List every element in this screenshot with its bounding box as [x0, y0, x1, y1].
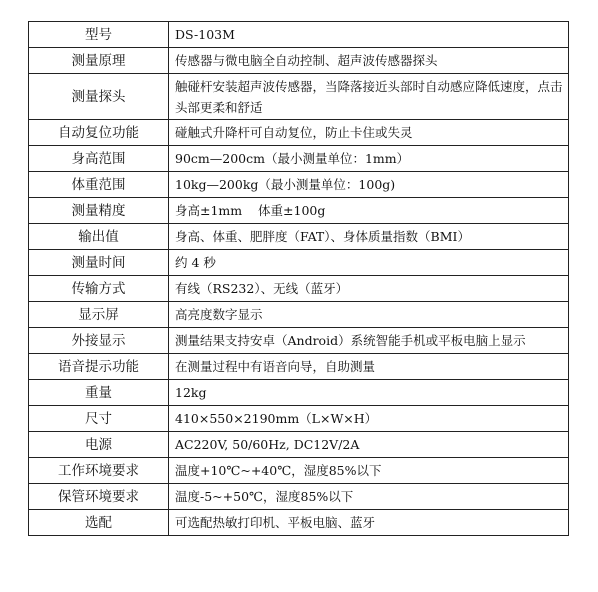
value-measurement-principle: 传感器与微电脑全自动控制、超声波传感器探头: [169, 48, 569, 74]
spec-table: [28, 21, 569, 536]
label-measurement-time: 测量时间: [29, 250, 169, 276]
row-voice-prompt: [29, 354, 569, 380]
row-power: [29, 432, 569, 458]
value-transmission: 有线（RS232）、无线（蓝牙）: [169, 276, 569, 302]
row-accuracy: [29, 198, 569, 224]
label-output-values: 输出值: [29, 224, 169, 250]
value-measurement-probe: 触碰杆安装超声波传感器，当降落接近头部时自动感应降低速度，点击头部更柔和舒适: [169, 74, 569, 120]
value-storage-environment: 温度-5~+50℃，湿度85%以下: [169, 484, 569, 510]
value-weight: 12kg: [169, 380, 569, 406]
value-power: AC220V, 50/60Hz, DC12V/2A: [169, 432, 569, 458]
row-measurement-time: [29, 250, 569, 276]
row-model: [29, 22, 569, 48]
label-auto-reset: 自动复位功能: [29, 120, 169, 146]
value-accuracy: 身高±1mm 体重±100g: [169, 198, 569, 224]
label-external-display: 外接显示: [29, 328, 169, 354]
value-output-values: 身高、体重、肥胖度（FAT）、身体质量指数（BMI）: [169, 224, 569, 250]
value-operating-environment: 温度+10℃~+40℃，湿度85%以下: [169, 458, 569, 484]
row-weight-range: [29, 172, 569, 198]
label-dimensions: 尺寸: [29, 406, 169, 432]
label-options: 选配: [29, 510, 169, 536]
label-measurement-principle: 测量原理: [29, 48, 169, 74]
row-transmission: [29, 276, 569, 302]
row-weight: [29, 380, 569, 406]
row-height-range: [29, 146, 569, 172]
label-operating-environment: 工作环境要求: [29, 458, 169, 484]
label-height-range: 身高范围: [29, 146, 169, 172]
row-measurement-principle: [29, 48, 569, 74]
row-dimensions: [29, 406, 569, 432]
value-weight-range: 10kg—200kg（最小测量单位：100g): [169, 172, 569, 198]
value-measurement-time: 约 4 秒: [169, 250, 569, 276]
label-power: 电源: [29, 432, 169, 458]
row-options: [29, 510, 569, 536]
row-external-display: [29, 328, 569, 354]
label-accuracy: 测量精度: [29, 198, 169, 224]
value-dimensions: 410×550×2190mm（L×W×H）: [169, 406, 569, 432]
row-auto-reset: [29, 120, 569, 146]
label-measurement-probe: 测量探头: [29, 74, 169, 120]
row-output-values: [29, 224, 569, 250]
label-transmission: 传输方式: [29, 276, 169, 302]
label-model: 型号: [29, 22, 169, 48]
spec-table-body: [29, 22, 569, 536]
row-display: [29, 302, 569, 328]
value-display: 高亮度数字显示: [169, 302, 569, 328]
value-height-range: 90cm—200cm（最小测量单位：1mm）: [169, 146, 569, 172]
value-options: 可选配热敏打印机、平板电脑、蓝牙: [169, 510, 569, 536]
row-operating-environment: [29, 458, 569, 484]
label-display: 显示屏: [29, 302, 169, 328]
label-weight: 重量: [29, 380, 169, 406]
value-external-display: 测量结果支持安卓（Android）系统智能手机或平板电脑上显示: [169, 328, 569, 354]
label-weight-range: 体重范围: [29, 172, 169, 198]
label-voice-prompt: 语音提示功能: [29, 354, 169, 380]
value-auto-reset: 碰触式升降杆可自动复位，防止卡住或失灵: [169, 120, 569, 146]
row-measurement-probe: [29, 74, 569, 120]
value-model: DS-103M: [169, 22, 569, 48]
value-voice-prompt: 在测量过程中有语音向导，自助测量: [169, 354, 569, 380]
row-storage-environment: [29, 484, 569, 510]
label-storage-environment: 保管环境要求: [29, 484, 169, 510]
